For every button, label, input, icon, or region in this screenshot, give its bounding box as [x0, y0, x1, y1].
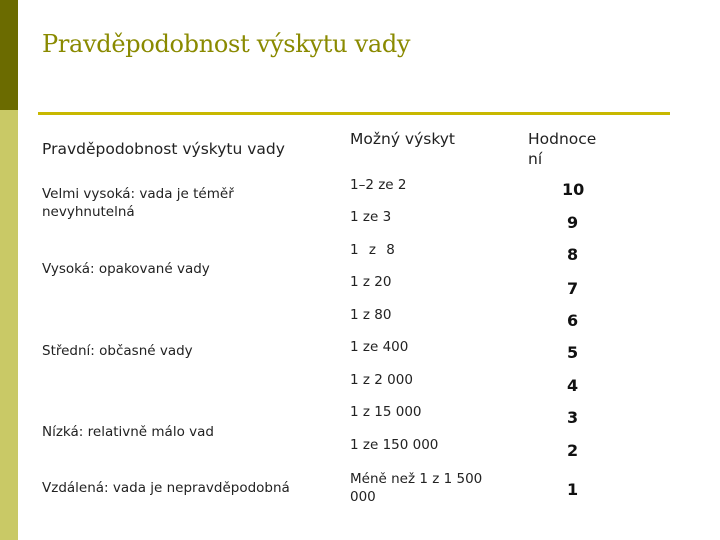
- category-high: Vysoká: opakované vady: [42, 261, 210, 277]
- rating-4: 4: [567, 376, 579, 395]
- rating-7: 7: [567, 279, 579, 298]
- title-divider: [38, 112, 670, 115]
- rating-2: 2: [567, 441, 579, 460]
- category-low: Nízká: relativně málo vad: [42, 424, 214, 440]
- occurrence-5: 1 z 80: [350, 307, 392, 323]
- rating-5: 5: [567, 343, 579, 362]
- rating-1: 1: [567, 480, 579, 499]
- occurrence-3: 1 z 8: [350, 242, 398, 258]
- rating-6: 6: [567, 311, 579, 330]
- occurrence-10-line1: Méně než 1 z 1 500: [350, 471, 483, 487]
- occurrence-9: 1 ze 150 000: [350, 437, 439, 453]
- category-very-high-line2: nevyhnutelná: [42, 204, 135, 220]
- occurrence-10-line2: 000: [350, 489, 376, 505]
- header-rating-line2: ní: [528, 150, 543, 168]
- occurrence-7: 1 z 2 000: [350, 372, 413, 388]
- slide-title: Pravděpodobnost výskytu vady: [42, 30, 411, 58]
- occurrence-1: 1–2 ze 2: [350, 177, 407, 193]
- occurrence-2: 1 ze 3: [350, 209, 392, 225]
- rating-3: 3: [567, 408, 579, 427]
- rating-8: 8: [567, 245, 579, 264]
- category-very-high-line1: Velmi vysoká: vada je téměř: [42, 186, 234, 202]
- accent-bar-top: [0, 0, 18, 110]
- category-remote: Vzdálená: vada je nepravděpodobná: [42, 480, 290, 496]
- accent-bar-bottom: [0, 110, 18, 540]
- rating-10: 10: [562, 180, 585, 199]
- header-possible-occurrence: Možný výskyt: [350, 130, 456, 148]
- occurrence-6: 1 ze 400: [350, 339, 409, 355]
- rating-9: 9: [567, 213, 579, 232]
- occurrence-8: 1 z 15 000: [350, 404, 422, 420]
- category-moderate: Střední: občasné vady: [42, 343, 193, 359]
- header-probability: Pravděpodobnost výskytu vady: [42, 140, 285, 158]
- occurrence-4: 1 z 20: [350, 274, 392, 290]
- header-rating-line1: Hodnoce: [528, 130, 597, 148]
